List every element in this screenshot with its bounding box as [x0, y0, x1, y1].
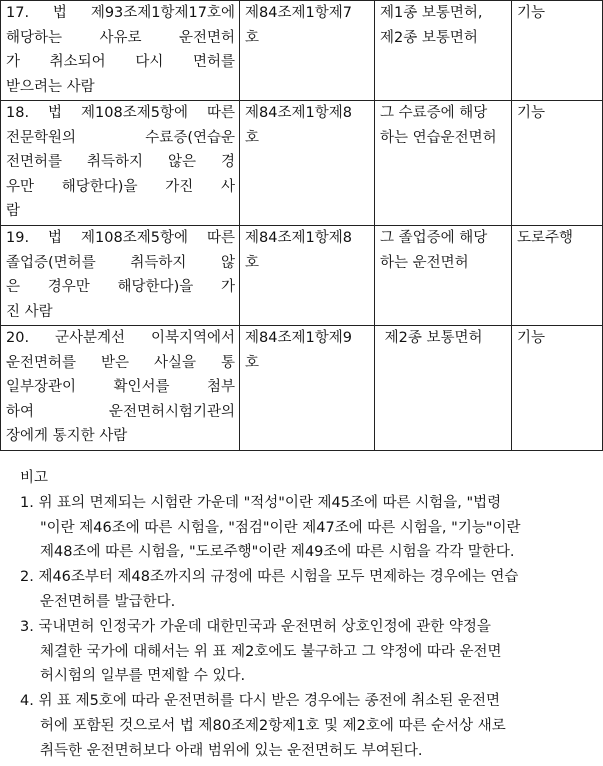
license-line: 제2종 보통면허	[380, 330, 483, 346]
subject-line: 받으려는 사람	[6, 78, 95, 95]
basis-line: 제84조제1항제8	[245, 230, 352, 246]
exemption-subject-cell	[1, 226, 240, 326]
remark-line: 체결한 국가에 대해서는 위 표 제2호에도 불구하고 그 약정에 따라 운전면	[40, 643, 502, 660]
license-line: 그 수료증에 해당	[380, 105, 488, 121]
remark-line: 허시험의 일부를 면제할 수 있다.	[40, 668, 246, 685]
remark-line: 2. 제46조부터 제48조까지의 규정에 따른 시험을 모두 면제하는 경우에는 연습	[20, 569, 519, 586]
remark-item	[0, 615, 600, 689]
remark-line: "이란 제46조에 따른 시험을, "점검"이란 제47조에 따른 시험을, "기능"이란	[40, 519, 521, 536]
subject-line: 은 경우만 해당한다)을 가	[6, 279, 235, 295]
basis-line: 호	[245, 354, 260, 371]
legal-basis-cell	[240, 326, 375, 451]
exemption-subject-cell	[1, 101, 240, 226]
subject-line: 장에게 통지한 사람	[6, 428, 128, 444]
remark-line: 허에 포함된 것으로서 법 제80조제2항제1호 및 제2호에 따른 순서상 새로	[40, 717, 506, 734]
exempt-test-cell	[512, 1, 603, 101]
remark-item	[0, 565, 600, 615]
license-line: 하는 운전면허	[380, 254, 469, 271]
table-row	[1, 326, 603, 451]
basis-line: 호	[245, 254, 260, 271]
exempt-test-label: 기능	[517, 5, 546, 21]
remark-item	[0, 491, 600, 565]
basis-line: 제84조제1항제7	[245, 5, 352, 21]
exempt-test-cell	[512, 326, 603, 451]
subject-line: 20. 군사분계선 이북지역에서	[6, 330, 235, 346]
subject-line: 우만 해당한다)을 가진 사	[6, 178, 235, 195]
basis-line: 제84조제1항제8	[245, 105, 352, 121]
remark-item	[0, 689, 600, 763]
license-type-cell	[375, 226, 512, 326]
remark-line: 운전면허를 발급한다.	[40, 593, 176, 610]
subject-line: 하여 운전면허시험기관의	[6, 403, 235, 420]
exemption-subject-cell	[1, 1, 240, 101]
exempt-test-label: 기능	[517, 330, 546, 346]
license-line: 제2종 보통면허	[380, 29, 478, 46]
subject-line: 19. 법 제108조제5항에 따른	[6, 230, 235, 246]
exemption-subject-cell	[1, 326, 240, 451]
subject-line: 가 취소되어 다시 면허를	[6, 54, 235, 70]
remark-line: 제48조에 따른 시험을, "도로주행"이란 제49조에 따른 시험을 각각 말한다.	[40, 544, 515, 561]
legal-basis-cell	[240, 226, 375, 326]
subject-line: 진 사람	[6, 303, 53, 320]
remarks-title: 비고	[20, 470, 49, 486]
subject-line: 17. 법 제93조제1항제17호에	[6, 5, 235, 21]
subject-line: 람	[6, 203, 21, 219]
remark-line: 취득한 운전면허보다 아래 범위에 있는 운전면허도 부여된다.	[40, 742, 423, 759]
subject-line: 18. 법 제108조제5항에 따른	[6, 105, 235, 121]
basis-line: 제84조제1항제9	[245, 330, 352, 346]
subject-line: 일부장관이 확인서를 첨부	[6, 379, 235, 395]
subject-line: 해당하는 사유로 운전면허	[6, 29, 235, 46]
remarks-section	[0, 466, 600, 764]
exempt-test-label: 기능	[517, 105, 546, 121]
remark-line: 3. 국내면허 인정국가 가운데 대한민국과 운전면허 상호인정에 관한 약정을	[20, 618, 491, 635]
subject-line: 전문학원의 수료증(연습운	[6, 129, 235, 146]
legal-basis-cell	[240, 101, 375, 226]
exempt-test-cell	[512, 226, 603, 326]
legal-basis-cell	[240, 1, 375, 101]
remark-line: 1. 위 표의 면제되는 시험란 가운데 "적성"이란 제45조에 따른 시험을, "법령	[20, 494, 502, 511]
license-line: 하는 연습운전면허	[380, 129, 497, 146]
table-row	[1, 1, 603, 101]
table-row	[1, 101, 603, 226]
subject-line: 운전면허를 받은 사실을 통	[6, 354, 235, 371]
table-row	[1, 226, 603, 326]
license-type-cell	[375, 326, 512, 451]
license-type-cell	[375, 101, 512, 226]
exempt-test-label: 도로주행	[517, 230, 574, 246]
basis-line: 호	[245, 129, 260, 146]
remark-line: 4. 위 표 제5호에 따라 운전면허를 다시 받은 경우에는 종전에 취소된 운전면	[20, 693, 500, 710]
license-line: 제1종 보통면허,	[380, 5, 483, 21]
exempt-test-cell	[512, 101, 603, 226]
subject-line: 전면허를 취득하지 않은 경	[6, 154, 235, 170]
license-line: 그 졸업증에 해당	[380, 230, 488, 246]
license-type-cell	[375, 1, 512, 101]
basis-line: 호	[245, 29, 260, 46]
subject-line: 졸업증(면허를 취득하지 않	[6, 254, 235, 271]
